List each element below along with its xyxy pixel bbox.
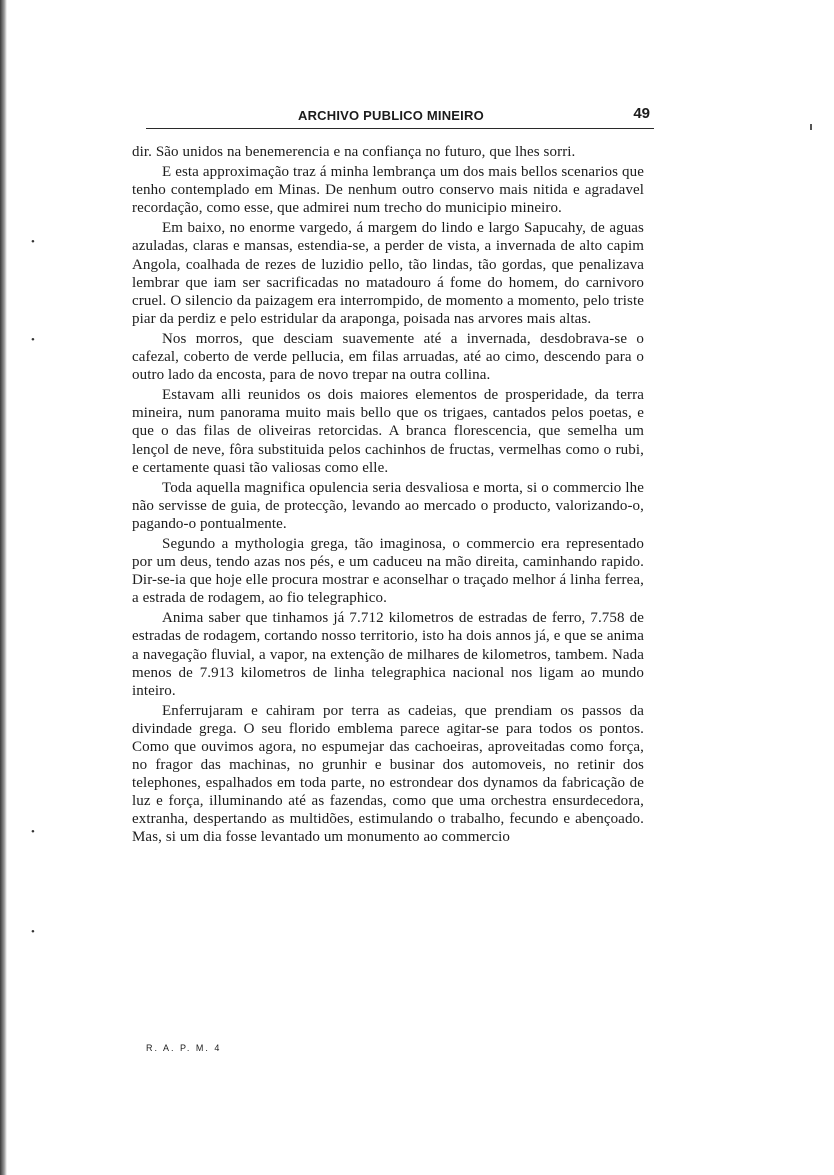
paragraph: dir. São unidos na benemerencia e na confiança no futuro, que lhes sorri. [132, 144, 576, 160]
printer-signature: R. A. P. M. 4 [146, 1043, 222, 1053]
paragraph: Segundo a mythologia grega, tão imaginosa, o commercio era representado por um deus, tendo azas nos pés, e um caduceu na mão direita, caminhando rapido. Dir-se-ia que hoje elle procura mostrar e aconselhar o traçado melhor á linha ferrea, a estrada de rodagem, ao fio telegraphico. [132, 535, 644, 607]
paragraph: Nos morros, que desciam suavemente até a invernada, desdobrava-se o cafezal, coberto de verde pellucia, em filas arruadas, até ao cimo, descendo para o outro lado da encosta, para de novo trepar na outra collina. [132, 330, 644, 384]
paragraph: Em baixo, no enorme vargedo, á margem do lindo e largo Sapucahy, de aguas azuladas, claras e mansas, estendia-se, a perder de vista, a invernada de alto capim Angola, coalhada de rezes de luzidio pello, tão lindas, tão gordas, que penalizava lembrar que iam ser sacrificadas no matadouro á fome do homem, do carnivoro cruel. O silencio da paizagem era interrompido, de momento a momento, pelo triste piar da perdiz e pelo estridular da araponga, poisada nas arvores mais altas. [132, 220, 644, 327]
paragraph: E esta approximação traz á minha lembrança um dos mais bellos scenarios que tenho contemplado em Minas. De nenhum outro conservo mais nitida e agradavel recordação, como esse, que admirei num trecho do municipio mineiro. [132, 164, 644, 217]
page-edge-shadow [0, 0, 7, 1175]
paragraph: Enferrujaram e cahiram por terra as cadeias, que prendiam os passos da divindade grega. O seu florido emblema parece agitar-se para todos os pontos. Como que ouvimos agora, no espumejar das cachoeiras, aproveitadas como força, no fragor das machinas, no grunhir e businar dos automoveis, no retinir dos telephones, espalhados em toda parte, no estrondear dos dynamos da fabricação de luz e força, illuminando até as fazendas, como que uma orchestra ensurdecedora, extranha, despertando as multidões, estimulando o trabalho, fecundo e abençoado. Mas, si um dia fosse levantado um monumento ao commercio [132, 702, 644, 846]
edge-mark [810, 124, 812, 130]
paragraph: Estavam alli reunidos os dois maiores elementos de prosperidade, da terra mineira, num panorama muito mais bello que os trigaes, cantados pelos poetas, e que o das filas de oliveiras retorcidas. A branca florescencia, que semelha um lençol de neve, fôra substituida pelos cachinhos de fructas, vermelhas como o rubi, e certamente quasi tão valiosas como elle. [132, 387, 644, 476]
page-number: 49 [633, 105, 650, 122]
paragraph: Anima saber que tinhamos já 7.712 kilometros de estradas de ferro, 7.758 de estradas de rodagem, cortando nosso territorio, isto ha dois annos já, e que se anima a navegação fluvial, a vapor, na extenção de milhares de kilometros, tambem. Nada menos de 7.913 kilometros de linha telegraphica nacional nos ligam ao mundo inteiro. [132, 610, 644, 699]
margin-mark: • [31, 334, 35, 346]
margin-mark: • [31, 236, 35, 248]
margin-mark: • [31, 826, 35, 838]
running-header [146, 106, 654, 129]
body-text [132, 143, 644, 849]
margin-mark: • [31, 926, 35, 938]
paragraph: Toda aquella magnifica opulencia seria desvaliosa e morta, si o commercio lhe não servisse de guia, de protecção, levando ao mercado o producto, valorizando-o, pagando-o pontualmente. [132, 479, 644, 532]
running-title: ARCHIVO PUBLICO MINEIRO [298, 108, 484, 123]
